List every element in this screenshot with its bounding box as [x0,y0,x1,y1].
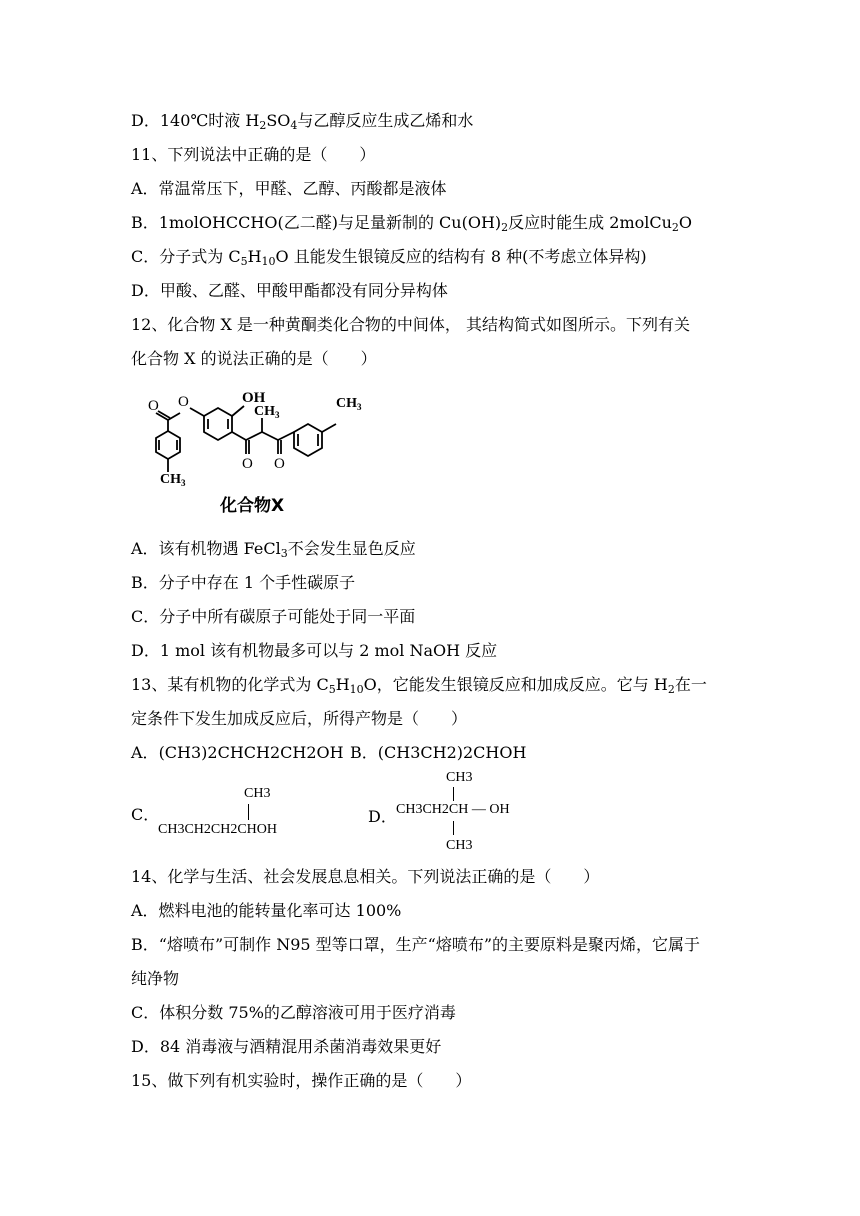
q13-stem-line1: 13、某有机物的化学式为 $C_5H_{10}O$，它能发生银镜反应和加成反应。它与 $H_2$在一 [131,675,707,696]
q13-stem-line2: 定条件下发生加成反应后，所得产物是（ ） [131,709,468,728]
ch3-right-sub: 3 [357,402,362,412]
q11-stem: 11、下列说法中正确的是（ ） [131,145,376,164]
q12-option-c: C．分子中所有碳原子可能处于同一平面 [131,607,416,626]
q13-b-formula: (CH3CH2)2CHOH [377,743,527,762]
q10-option-d: D．140℃时液 $H_2SO_4$与乙醇反应生成乙烯和水 [131,111,474,132]
q15-stem: 15、做下列有机实验时，操作正确的是（ ） [131,1071,472,1090]
q12-option-a: A．该有机物遇 FeCl$_3$不会发生显色反应 [131,539,416,560]
o-ester-label: O [178,394,189,410]
q14-option-b-line2: 纯净物 [131,969,180,988]
ch3-right-text: CH [336,396,357,411]
q14-option-d: D．84 消毒液与酒精混用杀菌消毒效果更好 [131,1037,442,1056]
q11-option-b: B．1molOHCCHO(乙二醛)与足量新制的 $Cu(OH)_2$反应时能生成 2molCu$_2$O [131,213,693,234]
q13-option-a: A．(CH3)2CHCH2CH2OH [131,743,344,762]
q14-option-c: C．体积分数 75%的乙醇溶液可用于医疗消毒 [131,1003,456,1022]
q12-option-d: D．1 mol 该有机物最多可以与 2 mol NaOH 反应 [131,641,498,660]
q12-stem-line1: 12、化合物 X 是一种黄酮类化合物的中间体， 其结构简式如图所示。下列有关 [131,315,691,334]
q13-d-bottom-group: CH3 [446,838,473,853]
q12-stem-line2: 化合物 X 的说法正确的是（ ） [131,349,377,368]
q13-c-bond [248,804,249,820]
ch3-bottom-text: CH [160,472,181,487]
o-carbonyl-right-label: O [274,456,285,472]
q13-option-b: B．(CH3CH2)2CHOH [350,743,527,762]
q13-d-top-group: CH3 [446,770,473,785]
q13-option-d-label: D． [368,807,397,826]
q13-a-formula: (CH3)2CHCH2CH2OH [158,743,344,762]
compound-x-structure [138,388,398,523]
ch3-bottom-label [160,472,186,491]
ch3-right-label [336,396,362,415]
o-carbonyl-left-label: O [148,398,159,414]
ch3-top-label [254,404,280,423]
q11-option-c: C．分子式为 $C_5H_{10}O$ 且能发生银镜反应的结构有 8 种(不考虑立体异构) [131,247,647,268]
o-carbonyl-mid-label: O [242,456,253,472]
ch3-top-text: CH [254,404,275,419]
q11-option-a: A．常温常压下，甲醛、乙醇、丙酸都是液体 [131,179,447,198]
ch3-top-sub: 3 [275,410,280,420]
q13-c-top-group: CH3 [244,786,271,801]
figure-caption: 化合物X [220,496,285,516]
q13-option-c-label: C． [131,805,160,824]
q11-option-d: D．甲酸、乙醛、甲酸甲酯都没有同分异构体 [131,281,448,300]
oh-label: OH [242,390,266,406]
ch3-bottom-sub: 3 [181,478,186,488]
q13-d-bond-bottom [453,821,454,835]
q13-c-main-chain: CH3CH2CH2CHOH [158,822,278,837]
q14-option-a: A．燃料电池的能转量化率可达 100% [131,901,402,920]
q14-option-b-line1: B．“熔喷布”可制作 N95 型等口罩，生产“熔喷布”的主要原料是聚丙烯，它属于 [131,935,701,954]
q14-stem: 14、化学与生活、社会发展息息相关。下列说法正确的是（ ） [131,867,600,886]
q13-d-main-chain: CH3CH2CH — OH [396,802,510,817]
q13-d-bond-top [453,787,454,801]
q12-option-b: B．分子中存在 1 个手性碳原子 [131,573,356,592]
